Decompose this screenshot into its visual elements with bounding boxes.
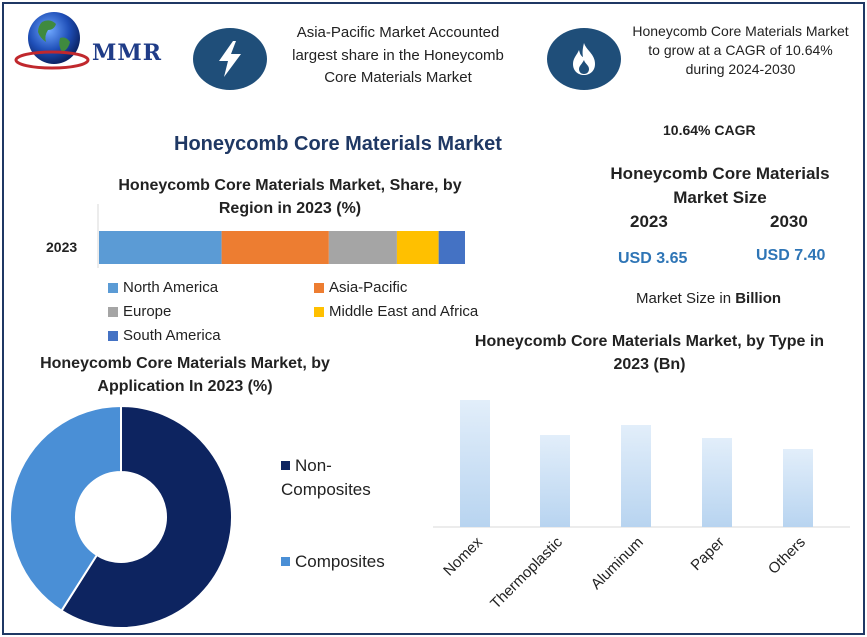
legend-item-asia-pacific	[314, 279, 407, 296]
type-tick-label-thermoplastic: Thermoplastic	[487, 533, 566, 613]
main-title: Honeycomb Core Materials Market	[174, 133, 502, 155]
region-stacked-bar-chart	[96, 204, 468, 268]
legend-swatch-south-america	[108, 331, 118, 341]
type-tick-label-paper: Paper	[687, 533, 728, 575]
legend-label-europe: Europe	[123, 303, 172, 320]
brand-logo-text: MMR	[92, 40, 162, 66]
market-size-note-unit: Billion	[735, 290, 782, 307]
legend-label-south-america: South America	[123, 327, 221, 344]
region-bar-segment-south-america	[439, 231, 465, 264]
market-size-unit-note	[636, 290, 781, 307]
legend-swatch-composites	[281, 557, 290, 566]
legend-label-middle-east-and-africa: Middle East and Africa	[329, 303, 479, 320]
market-size-title: Honeycomb Core Materials Market Size	[610, 164, 830, 207]
type-chart-title: Honeycomb Core Materials Market, by Type in 2023 (Bn)	[474, 333, 825, 373]
legend-item-composites	[281, 550, 401, 574]
market-size-note-prefix: Market Size in	[636, 290, 732, 307]
lightning-bolt-icon	[215, 39, 245, 79]
legend-swatch-north-america	[108, 283, 118, 293]
type-tick-label-nomex: Nomex	[440, 533, 486, 580]
type-bar-aluminum	[621, 425, 651, 527]
year-2030-label: 2030	[770, 212, 808, 231]
highlight-text-asia-pacific: Asia-Pacific Market Accounted largest share in the Honeycomb Core Materials Market	[292, 24, 504, 86]
legend-item-south-america	[108, 327, 221, 344]
type-tick-label-aluminum: Aluminum	[587, 533, 647, 593]
legend-label-composites: Composites	[295, 552, 385, 571]
application-chart-title: Honeycomb Core Materials Market, by Application In 2023 (%)	[40, 355, 330, 395]
legend-swatch-europe	[108, 307, 118, 317]
legend-swatch-middle-east-and-africa	[314, 307, 324, 317]
legend-swatch-asia-pacific	[314, 283, 324, 293]
globe-logo-icon	[14, 8, 90, 72]
region-bar-segment-north-america	[99, 231, 222, 264]
type-tick-label-others: Others	[764, 533, 809, 578]
year-2023-label: 2023	[630, 212, 668, 231]
legend-item-middle-east-and-africa	[314, 303, 478, 320]
market-size-2030-value: USD 7.40	[756, 247, 826, 264]
region-chart-category-label: 2023	[46, 239, 78, 255]
type-bar-paper	[702, 438, 732, 527]
highlight-icon-circle-2	[547, 28, 621, 90]
type-bar-others	[783, 449, 813, 527]
legend-item-non-composites	[281, 454, 401, 502]
highlight-icon-circle-1	[193, 28, 267, 90]
type-bar-chart	[425, 380, 855, 630]
legend-label-north-america: North America	[123, 279, 219, 296]
flame-icon	[570, 42, 598, 76]
market-size-2023-value: USD 3.65	[618, 250, 688, 267]
legend-item-europe	[108, 303, 171, 320]
legend-label-non-composites: Non-Composites	[281, 456, 371, 499]
application-donut-chart	[8, 404, 236, 630]
region-bar-segment-middle-east-and-africa	[397, 231, 439, 264]
type-bar-nomex	[460, 400, 490, 527]
legend-item-north-america	[108, 279, 218, 296]
region-bar-segment-asia-pacific	[222, 231, 329, 264]
cagr-label: 10.64% CAGR	[663, 122, 756, 138]
type-bar-thermoplastic	[540, 435, 570, 527]
region-chart-title: Honeycomb Core Materials Market, Share, by Region in 2023 (%)	[118, 177, 462, 217]
region-bar-segment-europe	[329, 231, 397, 264]
legend-swatch-non-composites	[281, 461, 290, 470]
highlight-text-cagr: Honeycomb Core Materials Market to grow at a CAGR of 10.64% during 2024-2030	[632, 23, 849, 77]
legend-label-asia-pacific: Asia-Pacific	[329, 279, 408, 296]
